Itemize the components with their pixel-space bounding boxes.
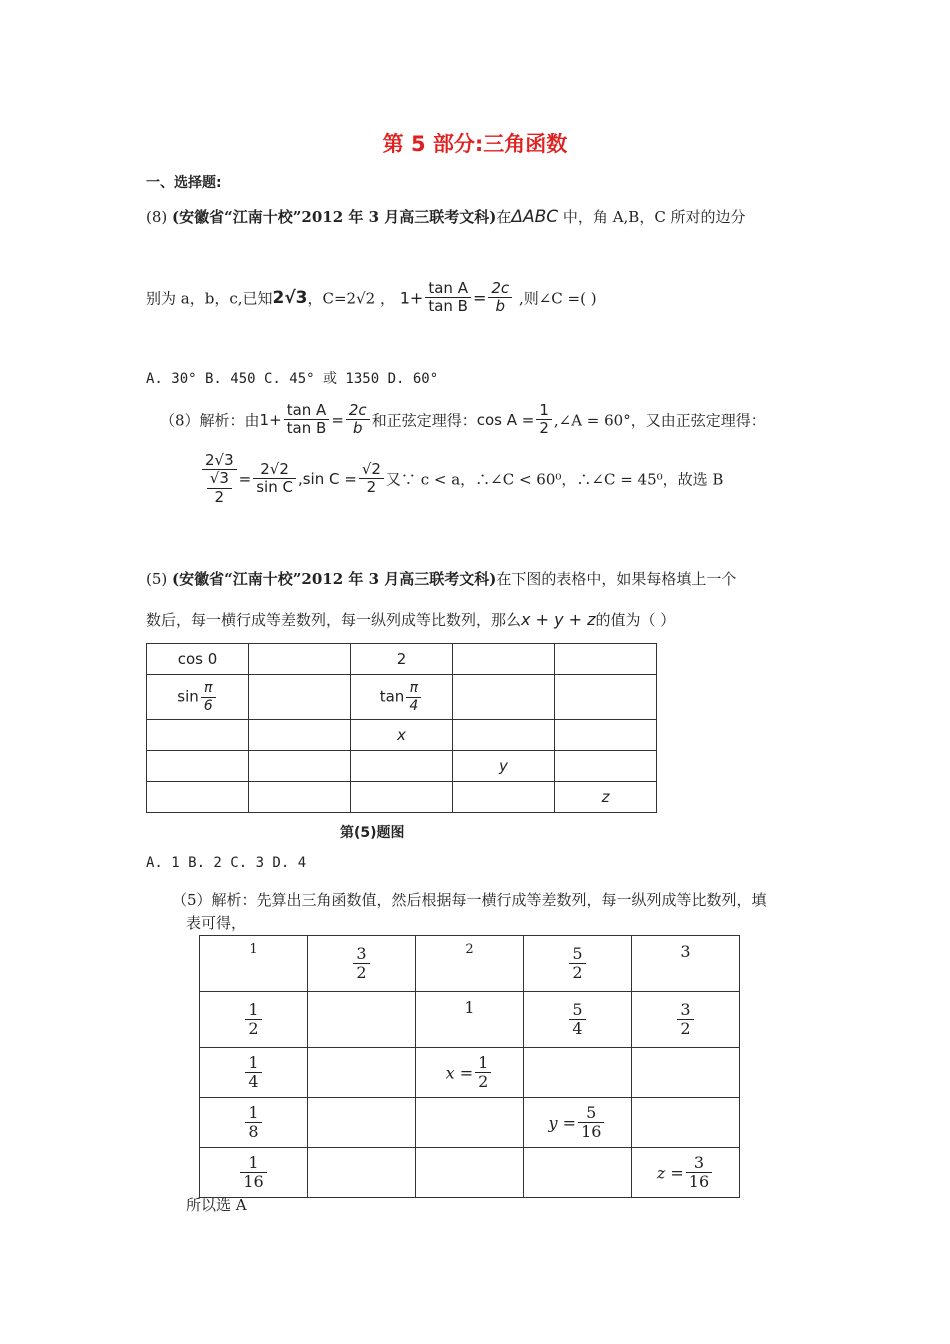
- answer-cell: [308, 1048, 416, 1098]
- q8-sol-tan-fraction: [284, 402, 330, 438]
- fraction-num: 1: [245, 1104, 261, 1123]
- grid-cell: [453, 644, 555, 675]
- fraction-den: 16: [243, 1172, 264, 1191]
- q5-options: A. 1 B. 2 C. 3 D. 4: [146, 855, 307, 871]
- q8-text2: 中，角 A,B，C 所对的边分: [558, 208, 746, 226]
- table-row: [200, 1048, 740, 1098]
- q8-triangle: ΔABC: [511, 207, 559, 227]
- q8-ratio-fraction: [488, 280, 512, 316]
- q8-sol-half: [536, 402, 552, 438]
- q8-sol-lead: 1+: [259, 410, 282, 429]
- q8-solution-line2: [200, 452, 723, 506]
- q8-sol-eq: =: [331, 410, 344, 429]
- q5-answer-table: [199, 935, 740, 1198]
- fraction-den: 2: [356, 963, 367, 982]
- fraction-den: 2: [572, 963, 583, 982]
- grid-cell: [249, 720, 351, 751]
- fraction-num: 3: [677, 1001, 693, 1020]
- grid-cell: y: [453, 751, 555, 782]
- grid-cell: [147, 751, 249, 782]
- q8-sol-ratio-den: b: [353, 419, 363, 438]
- answer-cell: [632, 1098, 740, 1148]
- answer-cell: [200, 1148, 308, 1198]
- q8-line1: [146, 206, 746, 227]
- answer-cell: [308, 936, 416, 992]
- q8-sol2-den-num: √3: [207, 470, 232, 488]
- answer-fraction: [475, 1054, 491, 1092]
- answer-cell: [416, 1098, 524, 1148]
- answer-cell: [632, 1048, 740, 1098]
- q8-sol2-sin: ,sin C =: [297, 469, 357, 488]
- answer-var-label: y =: [548, 1113, 577, 1132]
- answer-cell: [524, 992, 632, 1048]
- answer-cell: 1: [200, 936, 308, 992]
- answer-fraction: [569, 945, 585, 983]
- answer-cell: [632, 1148, 740, 1198]
- table-row: [147, 644, 657, 675]
- q8-tan-num: tan A: [425, 280, 471, 298]
- answer-fraction: [245, 1054, 261, 1092]
- answer-cell: [308, 1148, 416, 1198]
- answer-cell: [524, 1098, 632, 1148]
- q8-line2b: ,则∠C =( ): [514, 289, 597, 308]
- fraction-num: 1: [240, 1154, 266, 1173]
- grid-tan-den: 4: [409, 697, 419, 714]
- q8-sol2-den-den: 2: [214, 487, 225, 506]
- grid-cell: [147, 720, 249, 751]
- q8-sol-ratio-fraction: [346, 402, 370, 438]
- table-row: [200, 992, 740, 1048]
- answer-fraction: [245, 1001, 261, 1039]
- fraction-num: 5: [569, 1001, 585, 1020]
- grid-cell: [555, 751, 657, 782]
- grid-cell: x: [351, 720, 453, 751]
- grid-sin-num: π: [201, 680, 216, 697]
- grid-cell: [555, 720, 657, 751]
- q8-sol2-rnum: 2√2: [253, 461, 296, 479]
- q8-sol-tan-num: tan A: [284, 402, 330, 420]
- answer-cell: 3: [632, 936, 740, 992]
- fraction-den: 16: [688, 1172, 710, 1191]
- fraction-num: 1: [475, 1054, 491, 1073]
- q8-sol-angle: ,∠A = 60°，又由正弦定理得：: [553, 411, 766, 430]
- q8-line2: [146, 280, 597, 316]
- q8-text1: 在: [496, 208, 512, 226]
- fraction-den: 4: [572, 1019, 583, 1038]
- q8-number: (8): [146, 208, 168, 226]
- grid-cell: [249, 782, 351, 813]
- fraction-den: 8: [248, 1122, 259, 1141]
- answer-cell: [200, 1098, 308, 1148]
- table-row: [147, 751, 657, 782]
- q5-solution-line2: 表可得，: [186, 914, 247, 932]
- q8-sol2-num: 2√3: [202, 452, 237, 470]
- q5-text1: 在下图的表格中，如果每格填上一个: [496, 570, 737, 588]
- q8-sol-ratio-num: 2c: [346, 402, 370, 420]
- q8-sol2-right-fraction: [253, 461, 296, 497]
- q8-sol-cos: cos A =: [476, 410, 535, 429]
- q5-line2a: 数后，每一横行成等差数列，每一纵列成等比数列，那么: [146, 611, 522, 629]
- q8-sol2-tail: 又∵ c < a，∴∠C < 60⁰，∴∠C = 45⁰，故选 B: [385, 470, 724, 489]
- q8-c-value: ，C=2√2 ，: [307, 289, 395, 308]
- q5-source: (安徽省“江南十校”2012 年 3 月高三联考文科): [172, 570, 497, 588]
- answer-cell: [524, 1048, 632, 1098]
- fraction-den: 16: [581, 1122, 602, 1141]
- grid-cell: z: [555, 782, 657, 813]
- q8-sol2-rden: sin C: [256, 478, 293, 497]
- grid-cell: [147, 782, 249, 813]
- q8-sol2-left-fraction: [202, 452, 237, 506]
- fraction-den: 2: [680, 1019, 691, 1038]
- q8-sol-label: （8）解析：由: [160, 411, 260, 430]
- grid-cell: [147, 675, 249, 720]
- q8-eq-lead: 1+: [399, 288, 424, 308]
- answer-var-label: z =: [656, 1163, 684, 1182]
- answer-fraction: [240, 1154, 266, 1192]
- fraction-num: 3: [686, 1154, 712, 1173]
- answer-cell: [308, 1098, 416, 1148]
- table-row: [147, 720, 657, 751]
- grid-cell: [351, 782, 453, 813]
- q8-sol2-sin-den: 2: [366, 478, 377, 497]
- q8-source: (安徽省“江南十校”2012 年 3 月高三联考文科): [172, 208, 497, 226]
- grid-sin-den: 6: [203, 697, 213, 714]
- fraction-num: 3: [353, 945, 369, 964]
- grid-tan-label: tan: [379, 688, 405, 706]
- q5-grid: [146, 643, 657, 813]
- fraction-den: 2: [478, 1072, 489, 1091]
- answer-cell: [524, 1148, 632, 1198]
- answer-fraction: [686, 1154, 712, 1192]
- answer-cell: 2: [416, 936, 524, 992]
- grid-cell: [555, 644, 657, 675]
- grid-cell: [249, 675, 351, 720]
- q5-expression: x + y + z: [521, 610, 596, 629]
- answer-var-label: x =: [445, 1063, 474, 1082]
- grid-cell: [453, 720, 555, 751]
- grid-sin-fraction: [201, 680, 216, 713]
- answer-cell: [416, 1148, 524, 1198]
- table-row: [200, 936, 740, 992]
- table-row: [147, 675, 657, 720]
- q8-tan-fraction: [425, 280, 471, 316]
- grid-cell: 2: [351, 644, 453, 675]
- fraction-num: 1: [245, 1054, 261, 1073]
- table-row: [200, 1148, 740, 1198]
- answer-cell: [308, 992, 416, 1048]
- grid-cell: [555, 675, 657, 720]
- q5-number: (5): [146, 570, 168, 588]
- q8-line2a: 别为 a，b，c,已知: [146, 289, 273, 308]
- answer-cell: [416, 1048, 524, 1098]
- grid-cell: cos 0: [147, 644, 249, 675]
- grid-cell: [249, 644, 351, 675]
- answer-cell: [200, 992, 308, 1048]
- grid-cell: [351, 751, 453, 782]
- q8-sol-half-den: 2: [539, 419, 549, 438]
- answer-fraction: [245, 1104, 261, 1142]
- grid-cell: [453, 675, 555, 720]
- grid-cell: [351, 675, 453, 720]
- q8-sol2-eq: =: [238, 469, 252, 488]
- q8-eq-sign: =: [472, 288, 487, 308]
- section-heading: 一、选择题:: [146, 175, 222, 191]
- answer-fraction: [569, 1001, 585, 1039]
- q8-a-value: 2√3: [272, 287, 308, 308]
- answer-fraction: [353, 945, 369, 983]
- table-row: [200, 1098, 740, 1148]
- answer-cell: [524, 936, 632, 992]
- grid-tan-num: π: [406, 680, 421, 697]
- fraction-den: 2: [248, 1019, 259, 1038]
- grid-cell: [453, 782, 555, 813]
- answer-cell: 1: [416, 992, 524, 1048]
- fraction-den: 4: [248, 1072, 259, 1091]
- grid-sin-label: sin: [177, 688, 199, 706]
- q8-solution-line1: [160, 402, 766, 438]
- q5-figure-caption: 第(5)题图: [340, 825, 405, 841]
- q5-solution-line1: （5）解析：先算出三角函数值，然后根据每一横行成等差数列，每一纵列成等比数列，填: [172, 891, 767, 909]
- q8-ratio-num: 2c: [488, 280, 512, 298]
- q5-line1: [146, 568, 736, 589]
- grid-tan-fraction: [406, 680, 421, 713]
- q8-sol2-den-fraction: [202, 470, 237, 506]
- q8-tan-den: tan B: [428, 297, 468, 316]
- grid-cell: [249, 751, 351, 782]
- page-title: 第 5 部分:三角函数: [382, 132, 568, 156]
- answer-fraction: [677, 1001, 693, 1039]
- fraction-num: 5: [569, 945, 585, 964]
- q5-line2b: 的值为（ ）: [595, 611, 676, 629]
- answer-cell: [200, 1048, 308, 1098]
- answer-cell: [632, 992, 740, 1048]
- q8-sol-mid: 和正弦定理得：: [371, 411, 477, 430]
- q8-ratio-den: b: [495, 297, 506, 316]
- q8-sol2-sin-fraction: [359, 461, 384, 497]
- table-row: [147, 782, 657, 813]
- q8-sol-tan-den: tan B: [286, 419, 327, 438]
- answer-fraction: [578, 1104, 604, 1142]
- fraction-num: 5: [578, 1104, 604, 1123]
- q8-options: A. 30° B. 450 C. 45° 或 1350 D. 60°: [146, 371, 439, 387]
- q8-sol2-sin-num: √2: [359, 461, 384, 479]
- fraction-num: 1: [245, 1001, 261, 1020]
- q5-conclusion: 所以选 A: [186, 1196, 247, 1214]
- q5-line2: [146, 609, 675, 630]
- q8-sol-half-num: 1: [536, 402, 552, 420]
